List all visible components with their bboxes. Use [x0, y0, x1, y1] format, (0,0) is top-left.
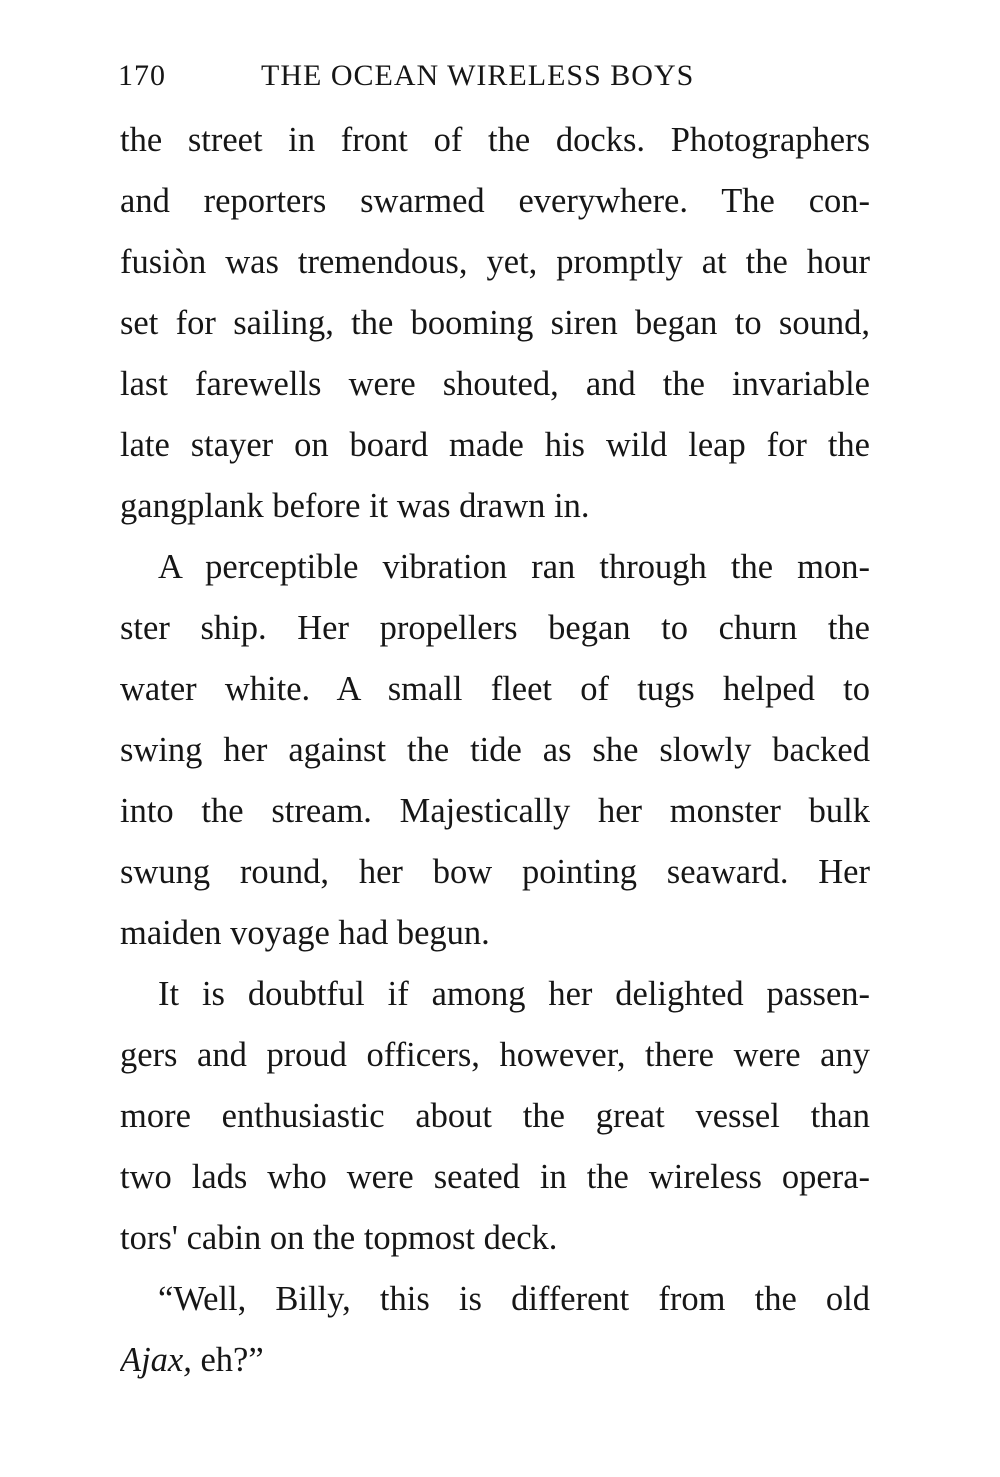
body-text: [120, 110, 870, 1391]
text-line: last farewells were shouted, and the invariable: [120, 365, 870, 403]
text-line: and reporters swarmed everywhere. The con-: [120, 182, 870, 220]
text-line: the street in front of the docks. Photographers: [120, 121, 870, 159]
text-line: [120, 1330, 870, 1391]
text-line: gangplank before it was drawn in.: [120, 487, 590, 525]
text-line: gers and proud officers, however, there were any: [120, 1036, 870, 1074]
paragraph: [120, 537, 870, 964]
text-line: ster ship. Her propellers began to churn the: [120, 609, 870, 647]
text-line: maiden voyage had begun.: [120, 914, 490, 952]
text-line: two lads who were seated in the wireless opera-: [120, 1158, 870, 1196]
paragraph: [120, 964, 870, 1269]
text-line: It is doubtful if among her delighted passen-: [158, 975, 870, 1013]
dialogue-end: eh?”: [191, 1341, 264, 1379]
book-title: THE OCEAN WIRELESS BOYS: [261, 59, 695, 92]
page-number: 170: [118, 59, 166, 92]
text-line: fusiòn was tremendous, yet, promptly at the hour: [120, 243, 870, 281]
text-line: late stayer on board made his wild leap for the: [120, 426, 870, 464]
text-line: water white. A small fleet of tugs helped to: [120, 670, 870, 708]
text-line: more enthusiastic about the great vessel than: [120, 1097, 870, 1135]
text-line: set for sailing, the booming siren began to sound,: [120, 304, 870, 342]
paragraph: [120, 110, 870, 537]
paragraph: [120, 1269, 870, 1391]
ship-name: Ajax,: [120, 1341, 192, 1379]
text-line: “Well, Billy, this is different from the old: [158, 1280, 870, 1318]
text-line: swung round, her bow pointing seaward. Her: [120, 853, 870, 891]
text-line: tors' cabin on the topmost deck.: [120, 1219, 558, 1257]
running-head: [118, 52, 878, 100]
text-line: A perceptible vibration ran through the mon-: [158, 548, 870, 586]
text-line: swing her against the tide as she slowly backed: [120, 731, 870, 769]
text-line: into the stream. Majestically her monster bulk: [120, 792, 870, 830]
